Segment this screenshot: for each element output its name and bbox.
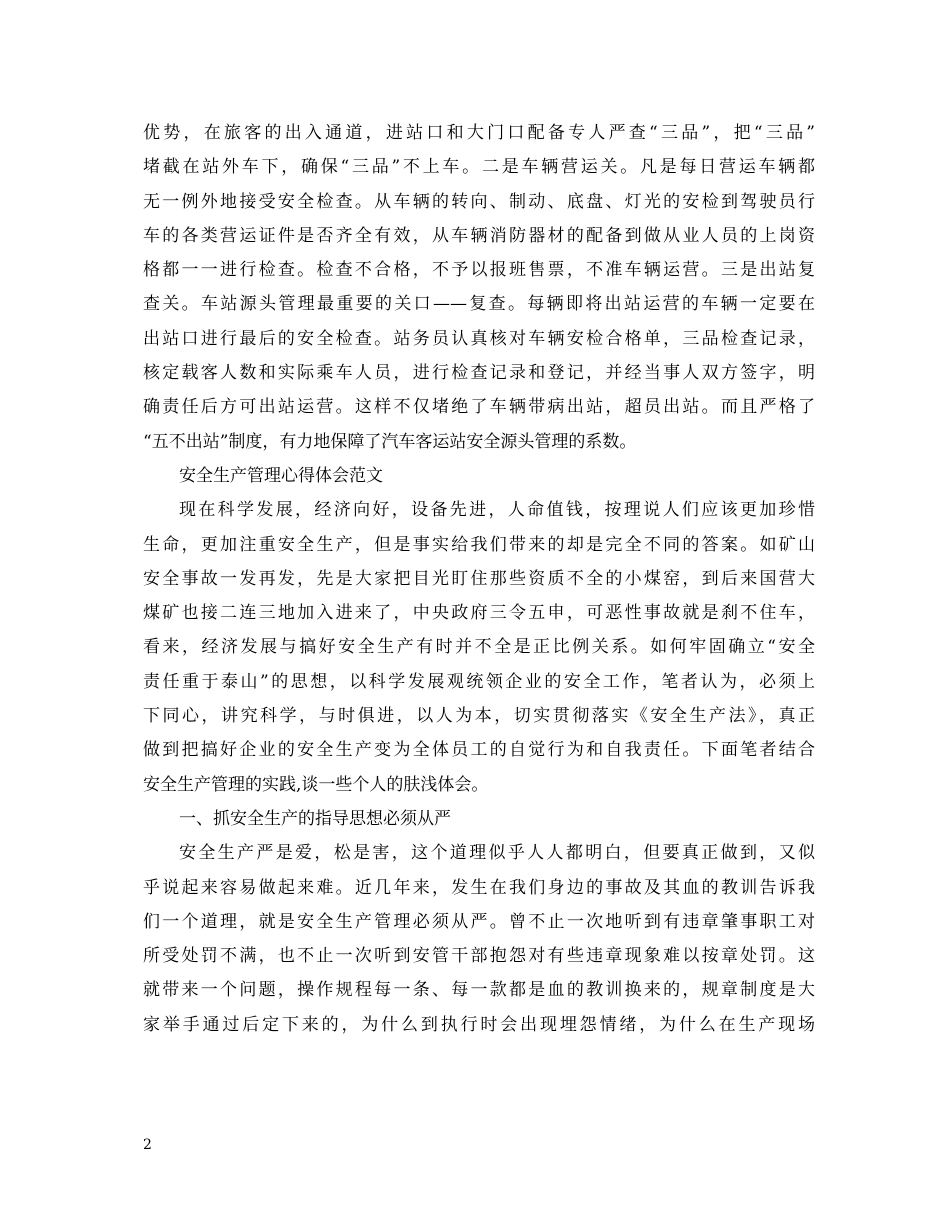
text-line: 们一个道理，就是安全生产管理必须从严。曾不止一次地听到有违章肇事职工对	[143, 911, 815, 932]
text-line: 就带来一个问题，操作规程每一条、每一款都是血的教训换来的，规章制度是大	[143, 980, 815, 1001]
text-line: 车的各类营运证件是否齐全有效，从车辆消防器材的配备到做从业人员的上岗资	[143, 225, 815, 246]
text-line: 无一例外地接受安全检查。从车辆的转向、制动、底盘、灯光的安检到驾驶员行	[143, 191, 815, 212]
text-line: 煤矿也接二连三地加入进来了，中央政府三令五申，可恶性事故就是刹不住车，	[143, 603, 815, 624]
text-line: 看来，经济发展与搞好安全生产有时并不全是正比例关系。如何牢固确立“安全	[143, 637, 815, 658]
text-line: 出站口进行最后的安全检查。站务员认真核对车辆安检合格单，三品检查记录，	[143, 328, 815, 349]
text-line: 确责任后方可出站运营。这样不仅堵绝了车辆带病出站，超员出站。而且严格了	[143, 397, 815, 418]
text-line: 安全生产严是爱，松是害，这个道理似乎人人都明白，但要真正做到，又似	[179, 843, 815, 864]
text-line: 安全生产管理的实践,谈一些个人的肤浅体会。	[143, 774, 489, 795]
text-line: 现在科学发展，经济向好，设备先进，人命值钱，按理说人们应该更加珍惜	[179, 500, 815, 521]
body-text	[143, 116, 815, 1042]
text-line: 乎说起来容易做起来难。近几年来，发生在我们身边的事故及其血的教训告诉我	[143, 877, 815, 898]
section-heading: 安全生产管理心得体会范文	[179, 465, 383, 486]
text-line: 堵截在站外车下，确保“三品”不上车。二是车辆营运关。凡是每日营运车辆都	[143, 157, 815, 178]
text-line: 家举手通过后定下来的，为什么到执行时会出现埋怨情绪，为什么在生产现场	[143, 1014, 815, 1035]
text-line: 安全事故一发再发，先是大家把目光盯住那些资质不全的小煤窑，到后来国营大	[143, 568, 815, 589]
text-line: 格都一一进行检查。检查不合格，不予以报班售票，不准车辆运营。三是出站复	[143, 260, 815, 281]
page-number: 2	[143, 1137, 152, 1153]
text-line: 优势，在旅客的出入通道，进站口和大门口配备专人严查“三品”，把“三品”	[143, 123, 815, 143]
text-line: 下同心，讲究科学，与时俱进，以人为本，切实贯彻落实《安全生产法》，真正	[143, 706, 815, 727]
text-line: 查关。车站源头管理最重要的关口——复查。每辆即将出站运营的车辆一定要在	[143, 294, 815, 315]
text-line: “五不出站”制度，有力地保障了汽车客运站安全源头管理的系数。	[143, 431, 637, 452]
text-line: 做到把搞好企业的安全生产变为全体员工的自觉行为和自我责任。下面笔者结合	[143, 740, 815, 761]
section-heading: 一、抓安全生产的指导思想必须从严	[179, 808, 451, 829]
text-line: 核定载客人数和实际乘车人员，进行检查记录和登记，并经当事人双方签字，明	[143, 363, 815, 384]
text-line: 责任重于泰山”的思想，以科学发展观统领企业的安全工作，笔者认为，必须上	[143, 671, 815, 692]
text-line: 所受处罚不满，也不止一次听到安管干部抱怨对有些违章现象难以按章处罚。这	[143, 946, 815, 967]
text-line: 生命，更加注重安全生产，但是事实给我们带来的却是完全不同的答案。如矿山	[143, 534, 815, 555]
